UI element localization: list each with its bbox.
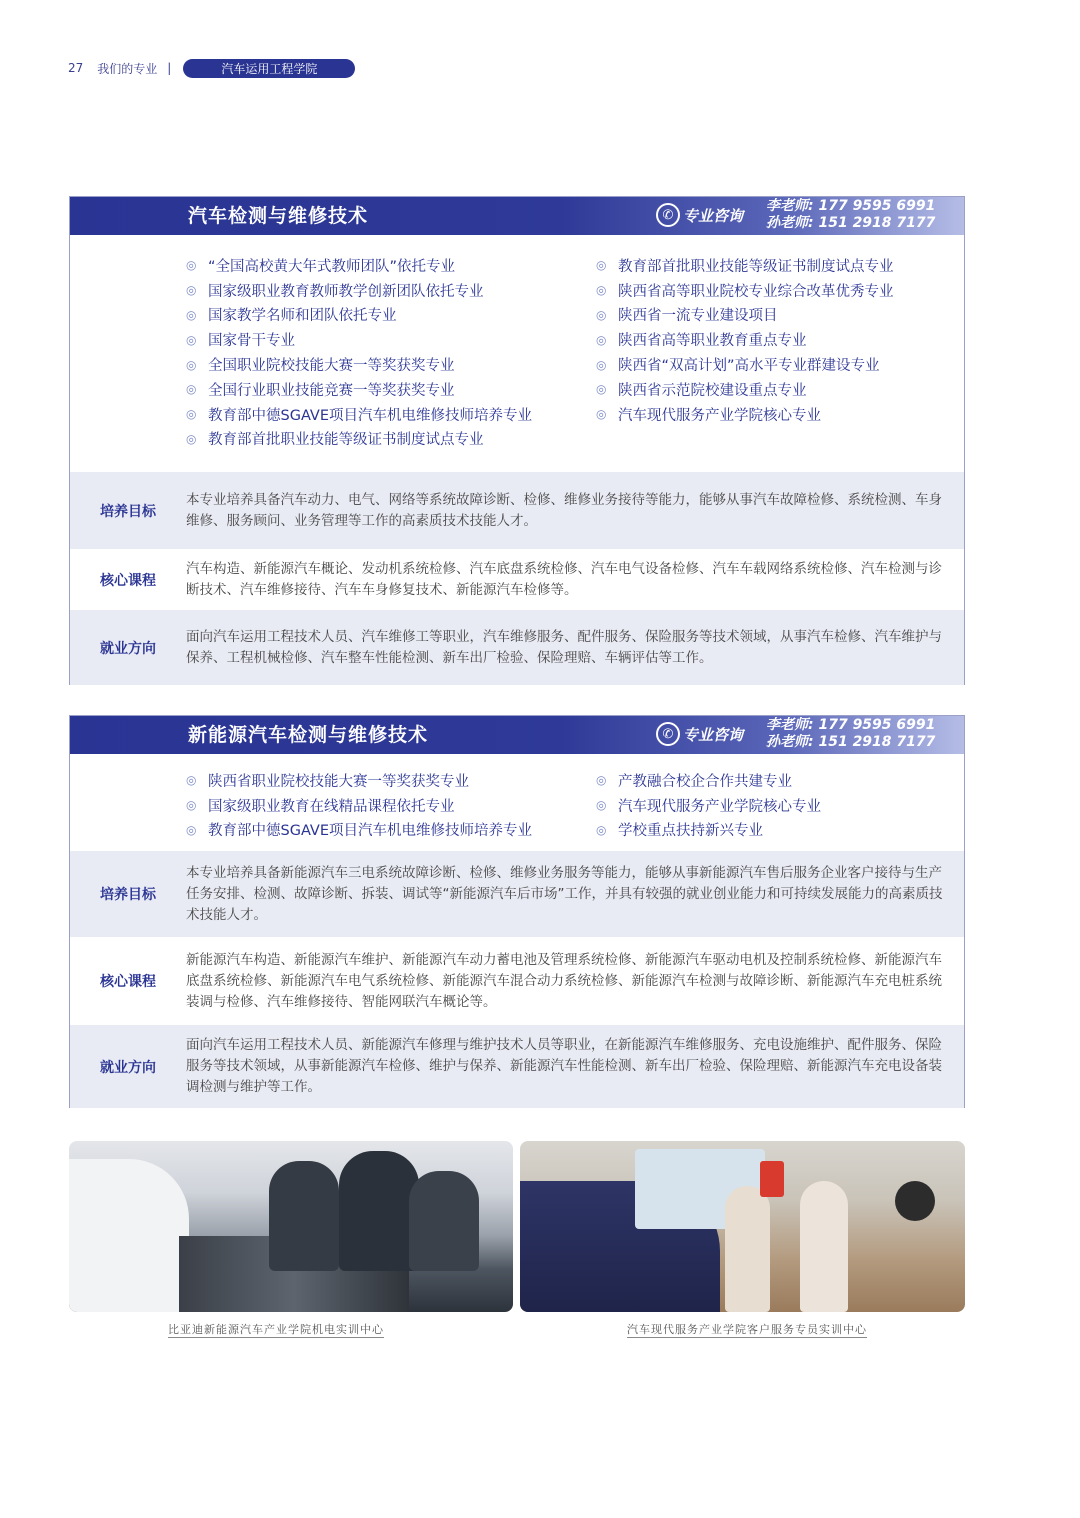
- honors-list: [70, 235, 964, 472]
- training-goal-text: 本专业培养具备汽车动力、电气、网络等系统故障诊断、检修、维修业务接待等能力，能够从事汽车故障检修、系统检测、车身维修、服务顾问、业务管理等工作的高素质技术技能人才。: [186, 491, 942, 529]
- honor-item: [186, 793, 532, 818]
- bullet-icon: ◎: [596, 773, 607, 788]
- photo-car-hood: [69, 1159, 189, 1312]
- consult-label-group: [656, 203, 743, 227]
- photo-sign: [760, 1161, 784, 1197]
- contact-li: 李老师: 177 9595 6991: [766, 717, 936, 733]
- honor-text: “全国高校黄大年式教师团队”依托专业: [208, 258, 456, 275]
- program-card-nev-repair: [69, 715, 965, 1108]
- contact-sun: 孙老师: 151 2918 7177: [766, 734, 936, 750]
- training-goal-row: [70, 851, 964, 937]
- program-title-bar: [70, 197, 964, 235]
- honor-text: 陕西省职业院校技能大赛一等奖获奖专业: [208, 773, 469, 790]
- honor-text: 国家骨干专业: [208, 333, 295, 350]
- honor-text: 产教融合校企合作共建专业: [618, 773, 792, 790]
- employment-row: [70, 610, 964, 685]
- honor-item: [186, 278, 532, 303]
- bullet-icon: ◎: [596, 332, 607, 347]
- bullet-icon: ◎: [186, 431, 197, 446]
- honor-text: 教育部首批职业技能等级证书制度试点专业: [618, 258, 894, 275]
- consult-label-group: [656, 722, 743, 746]
- core-courses-row: [70, 937, 964, 1025]
- honor-text: 陕西省一流专业建设项目: [618, 308, 778, 325]
- honor-text: 教育部中德SGAVE项目汽车机电维修技师培养专业: [208, 407, 533, 424]
- header-separator: |: [167, 61, 172, 75]
- training-goal-label: 培养目标: [100, 887, 156, 903]
- honor-item: [186, 768, 532, 793]
- honor-text: 国家级职业教育教师教学创新团队依托专业: [208, 283, 484, 300]
- bullet-icon: ◎: [596, 798, 607, 813]
- employment-label: 就业方向: [100, 640, 156, 657]
- honor-item: [596, 253, 894, 278]
- program-title: 新能源汽车检测与维修技术: [188, 724, 429, 746]
- program-card-auto-repair: [69, 196, 965, 685]
- bullet-icon: ◎: [596, 822, 607, 837]
- bullet-icon: ◎: [186, 307, 197, 322]
- photo-presenter: [725, 1186, 770, 1312]
- honor-item: [596, 352, 894, 377]
- training-goal-text: 本专业培养具备新能源汽车三电系统故障诊断、检修、维修业务服务等能力，能够从事新能源汽车售后服务企业客户接待与生产任务安排、检测、故障诊断、拆装、调试等“新能源汽车后市场”工作，并具有较强的就业创业能力和可持续发展能力的高素质技术技能人才。: [186, 864, 943, 923]
- honor-item: [596, 793, 821, 818]
- employment-label: 就业方向: [100, 1059, 156, 1076]
- honor-text: 陕西省高等职业教育重点专业: [618, 333, 807, 350]
- honor-item: [186, 327, 532, 352]
- bullet-icon: ◎: [596, 357, 607, 372]
- phone-icon: ✆: [656, 722, 680, 746]
- honor-item: [596, 327, 894, 352]
- photo-customer-service-lab: [520, 1141, 965, 1312]
- honor-text: 学校重点扶持新兴专业: [618, 823, 763, 840]
- honor-text: 陕西省示范院校建设重点专业: [618, 382, 807, 399]
- honor-text: 全国行业职业技能竞赛一等奖获奖专业: [208, 382, 455, 399]
- honor-item: [596, 377, 894, 402]
- bullet-icon: ◎: [186, 822, 197, 837]
- contact-sun: 孙老师: 151 2918 7177: [766, 215, 936, 231]
- honor-text: 汽车现代服务产业学院核心专业: [618, 407, 821, 424]
- bullet-icon: ◎: [596, 283, 607, 298]
- photo-caption-right: 汽车现代服务产业学院客户服务专员实训中心: [627, 1323, 867, 1336]
- honor-text: 陕西省“双高计划”高水平专业群建设专业: [618, 358, 880, 375]
- honor-item: [186, 377, 532, 402]
- honor-item: [596, 402, 894, 427]
- page-number: 27: [68, 61, 84, 75]
- training-goal-label: 培养目标: [100, 503, 156, 520]
- honor-text: 全国职业院校技能大赛一等奖获奖专业: [208, 358, 455, 375]
- photo-caption-left: 比亚迪新能源汽车产业学院机电实训中心: [168, 1323, 384, 1336]
- employment-text: 面向汽车运用工程技术人员、汽车维修工等职业，汽车维修服务、配件服务、保险服务等技术领域，从事汽车检修、汽车维护与保养、工程机械检修、汽车整车性能检测、新车出厂检验、保险理赔、车辆评估等工作。: [186, 628, 942, 666]
- bullet-icon: ◎: [186, 798, 197, 813]
- honor-text: 教育部中德SGAVE项目汽车机电维修技师培养专业: [208, 823, 533, 840]
- honor-item: [596, 303, 894, 328]
- bullet-icon: ◎: [186, 407, 197, 422]
- honors-list: [70, 754, 964, 851]
- program-title-bar: [70, 716, 964, 754]
- section-name: 我们的专业: [97, 61, 158, 76]
- bullet-icon: ◎: [186, 283, 197, 298]
- photo-fan: [895, 1181, 935, 1221]
- bullet-icon: ◎: [186, 357, 197, 372]
- training-goal-row: [70, 472, 964, 549]
- college-badge: 汽车运用工程学院: [183, 59, 355, 78]
- photo-student: [409, 1171, 479, 1271]
- honor-item: [186, 303, 532, 328]
- employment-text: 面向汽车运用工程技术人员、新能源汽车修理与维护技术人员等职业，在新能源汽车维修服务、充电设施维护、配件服务、保险服务等技术领域，从事新能源汽车检修、维护与保养、新能源汽车性能检测、新车出厂检验、保险理赔、新能源汽车充电设备装调检测与维护等工作。: [186, 1037, 942, 1095]
- core-courses-text: 新能源汽车构造、新能源汽车维护、新能源汽车动力蓄电池及管理系统检修、新能源汽车驱动电机及控制系统检修、新能源汽车底盘系统检修、新能源汽车电气系统检修、新能源汽车混合动力系统检修、新能源汽车检测与故障诊断、新能源汽车充电桩系统装调与检修、汽车维修接待、智能网联汽车概论等。: [186, 951, 942, 1010]
- bullet-icon: ◎: [596, 407, 607, 422]
- bullet-icon: ◎: [596, 307, 607, 322]
- consult-label: 专业咨询: [683, 725, 744, 744]
- honor-item: [186, 352, 532, 377]
- core-courses-label: 核心课程: [100, 974, 156, 990]
- photo-student: [269, 1161, 339, 1271]
- core-courses-label: 核心课程: [100, 572, 156, 589]
- honor-item: [186, 402, 532, 427]
- honor-item: [596, 818, 821, 843]
- bullet-icon: ◎: [186, 332, 197, 347]
- honor-text: 国家级职业教育在线精品课程依托专业: [208, 798, 455, 815]
- honors-right-column: [596, 768, 821, 842]
- core-courses-text: 汽车构造、新能源汽车概论、发动机系统检修、汽车底盘系统检修、汽车电气设备检修、汽车车载网络系统检修、汽车检测与诊断技术、汽车维修接待、汽车车身修复技术、新能源汽车检修等。: [186, 560, 942, 598]
- honor-item: [596, 768, 821, 793]
- bullet-icon: ◎: [186, 258, 197, 273]
- honor-item: [186, 427, 532, 452]
- phone-icon: ✆: [656, 203, 680, 227]
- bullet-icon: ◎: [596, 258, 607, 273]
- contact-li: 李老师: 177 9595 6991: [766, 198, 936, 214]
- photo-student: [339, 1151, 419, 1271]
- honors-left-column: [186, 768, 532, 842]
- honor-text: 陕西省高等职业院校专业综合改革优秀专业: [618, 283, 894, 300]
- core-courses-row: [70, 549, 964, 610]
- program-title: 汽车检测与维修技术: [188, 205, 369, 227]
- contact-list: [766, 198, 935, 232]
- honor-text: 汽车现代服务产业学院核心专业: [618, 798, 821, 815]
- honor-item: [596, 278, 894, 303]
- contact-list: [766, 717, 935, 751]
- honors-left-column: [186, 253, 532, 451]
- honors-right-column: [596, 253, 894, 427]
- honor-text: 教育部首批职业技能等级证书制度试点专业: [208, 432, 484, 449]
- photo-presenter: [800, 1181, 848, 1312]
- page-header: [68, 58, 355, 78]
- bullet-icon: ◎: [186, 773, 197, 788]
- bullet-icon: ◎: [596, 382, 607, 397]
- honor-item: [186, 818, 532, 843]
- honor-item: [186, 253, 532, 278]
- consult-label: 专业咨询: [683, 206, 744, 225]
- employment-row: [70, 1025, 964, 1108]
- honor-text: 国家教学名师和团队依托专业: [208, 308, 397, 325]
- photo-ev-mechatronics-lab: [69, 1141, 513, 1312]
- bullet-icon: ◎: [186, 382, 197, 397]
